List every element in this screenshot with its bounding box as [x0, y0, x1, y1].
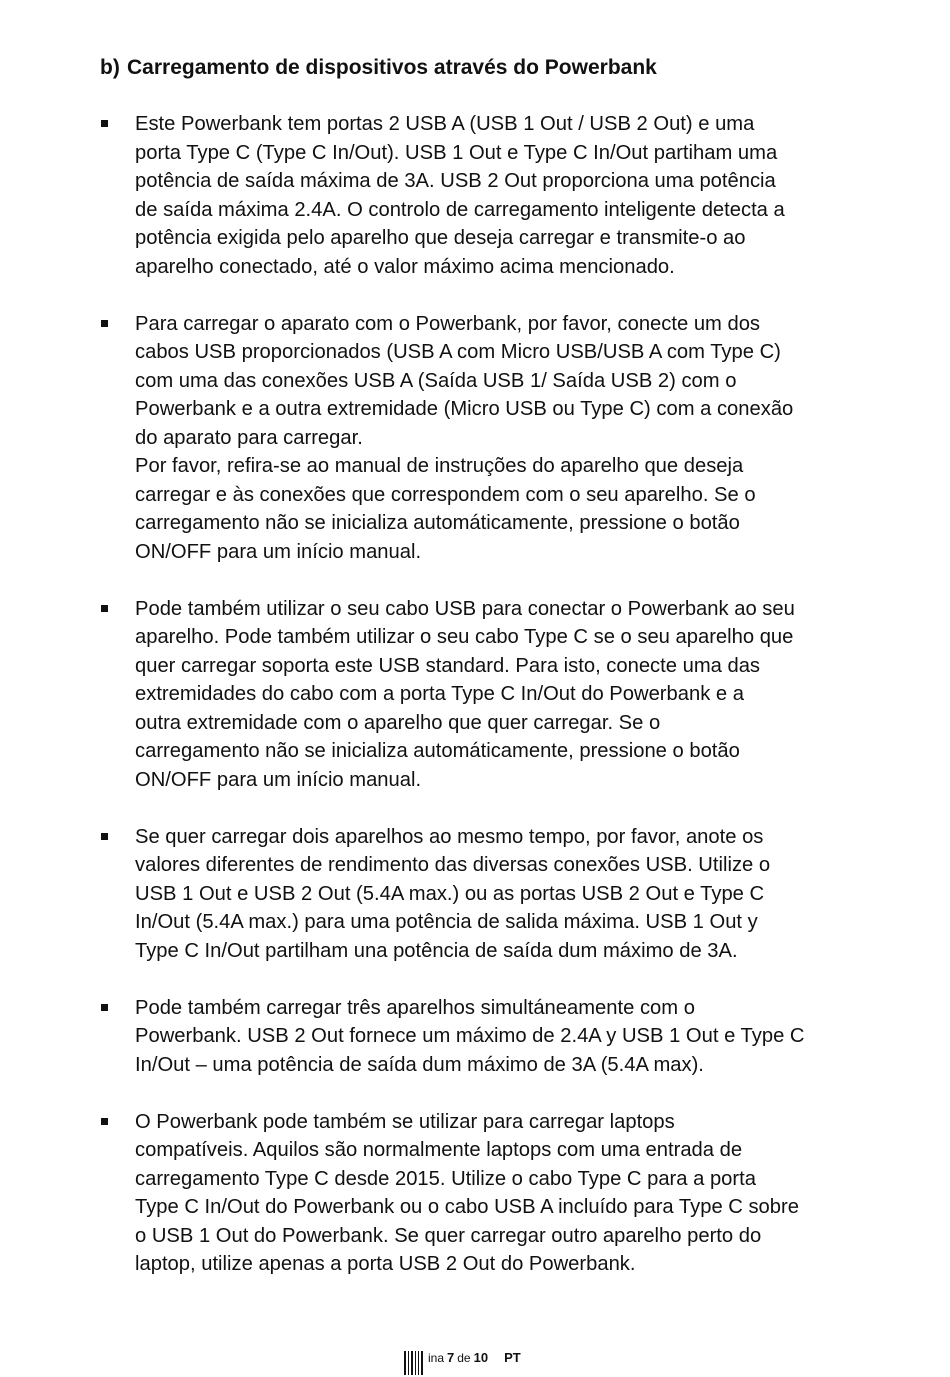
bullet-square-icon [101, 1004, 108, 1011]
bullet-text-line: potência exigida pelo aparelho que deseja carregar e transmite-o ao [135, 227, 746, 249]
bullet-text-line: aparelho. Pode também utilizar o seu cabo Type C se o seu aparelho que [135, 626, 794, 648]
barcode-graphic [404, 1349, 426, 1375]
bullet-text-line: Este Powerbank tem portas 2 USB A (USB 1 Out / USB 2 Out) e uma [135, 113, 755, 135]
bullet-item [100, 110, 840, 281]
bullet-text-line: ON/OFF para um início manual. [135, 540, 422, 563]
bullet-text-line: cabos USB proporcionados (USB A com Micro USB/USB A com Type C) [135, 341, 781, 363]
footer-page-total: 10 [473, 1350, 489, 1365]
bullet-text-line: Powerbank e a outra extremidade (Micro USB ou Type C) com a conexão [135, 398, 794, 420]
footer-of: de [457, 1351, 471, 1365]
bullet-text-line: outra extremidade com o aparelho que quer carregar. Se o [135, 711, 661, 734]
bullet-text-line: Powerbank. USB 2 Out fornece um máximo de 2.4A y USB 1 Out e Type C [135, 1025, 805, 1047]
bullet-square-icon [101, 605, 108, 612]
bullet-text-line: extremidades do cabo com a porta Type C In/Out do Powerbank e a [135, 683, 744, 705]
bullet-item [100, 1108, 840, 1279]
bullet-square-icon [101, 1118, 108, 1125]
bullet-text-line: In/Out – uma potência de saída dum máximo de 3A (5.4A max). [135, 1053, 704, 1076]
bullet-text-line: porta Type C (Type C In/Out). USB 1 Out e Type C In/Out partiham uma [135, 141, 778, 164]
bullet-text-line: carregamento não se inicializa automáticamente, pressione o botão [135, 740, 740, 762]
bullet-text-line: do aparato para carregar. [135, 426, 363, 449]
bullet-text-line: quer carregar soporta este USB standard. Para isto, conecte uma das [135, 654, 761, 677]
bullet-item [100, 823, 840, 966]
bullet-text-line: Type C In/Out do Powerbank ou o cabo USB A incluído para Type C sobre [135, 1196, 799, 1218]
bullet-text-line: de saída máxima 2.4A. O controlo de carregamento inteligente detecta a [135, 198, 785, 221]
bullet-text-line: compatíveis. Aquilos são normalmente laptops com uma entrada de [135, 1139, 743, 1161]
footer-language: PT [504, 1350, 521, 1365]
bullet-text-line: USB 1 Out e USB 2 Out (5.4A max.) ou as portas USB 2 Out e Type C [135, 882, 765, 905]
bullet-text-line: Type C In/Out partilham una potência de saída dum máximo de 3A. [135, 939, 738, 962]
bullet-item [100, 595, 840, 795]
bullet-text-line: Se quer carregar dois aparelhos ao mesmo tempo, por favor, anote os [135, 825, 764, 848]
bullet-text-line: Para carregar o aparato com o Powerbank, por favor, conecte um dos [135, 312, 761, 335]
bullet-text-line: carregar e às conexões que correspondem com o seu aparelho. Se o [135, 483, 756, 506]
bullet-text-line: O Powerbank pode também se utilizar para carregar laptops [135, 1110, 675, 1133]
bullet-text-line: valores diferentes de rendimento das diversas conexões USB. Utilize o [135, 854, 771, 876]
bullet-item [100, 310, 840, 567]
bullet-item [100, 994, 840, 1080]
section-heading [100, 54, 657, 82]
bullet-text-line: Pode também utilizar o seu cabo USB para conectar o Powerbank ao seu [135, 597, 795, 620]
section-marker: b) [100, 56, 120, 79]
section-title: Carregamento de dispositivos através do Powerbank [127, 56, 657, 79]
bullet-text-line: laptop, utilize apenas a porta USB 2 Out do Powerbank. [135, 1253, 636, 1275]
bullet-text-line: carregamento Type C desde 2015. Utilize o cabo Type C para a porta [135, 1167, 756, 1190]
bullet-square-icon [101, 833, 108, 840]
bullet-text-line: Por favor, refira-se ao manual de instruções do aparelho que deseja [135, 455, 744, 477]
bullet-text-line: In/Out (5.4A max.) para uma potência de salida máxima. USB 1 Out y [135, 911, 758, 933]
bullet-text-line: ON/OFF para um início manual. [135, 768, 422, 791]
footer-page-word: ina [428, 1351, 445, 1365]
bullet-text-line: o USB 1 Out do Powerbank. Se quer carregar outro aparelho perto do [135, 1224, 762, 1247]
bullet-text-line: com uma das conexões USB A (Saída USB 1/ Saída USB 2) com o [135, 369, 737, 392]
bullet-square-icon [101, 120, 108, 127]
footer-page-number: 7 [447, 1350, 455, 1365]
page-footer [404, 1349, 521, 1375]
bullet-text-line: carregamento não se inicializa automáticamente, pressione o botão [135, 512, 740, 534]
bullet-square-icon [101, 320, 108, 327]
bullet-list [100, 110, 840, 1307]
bullet-text-line: aparelho conectado, até o valor máximo acima mencionado. [135, 255, 675, 278]
bullet-text-line: potência de saída máxima de 3A. USB 2 Out proporciona uma potência [135, 170, 776, 192]
bullet-text-line: Pode também carregar três aparelhos simultáneamente com o [135, 996, 695, 1019]
